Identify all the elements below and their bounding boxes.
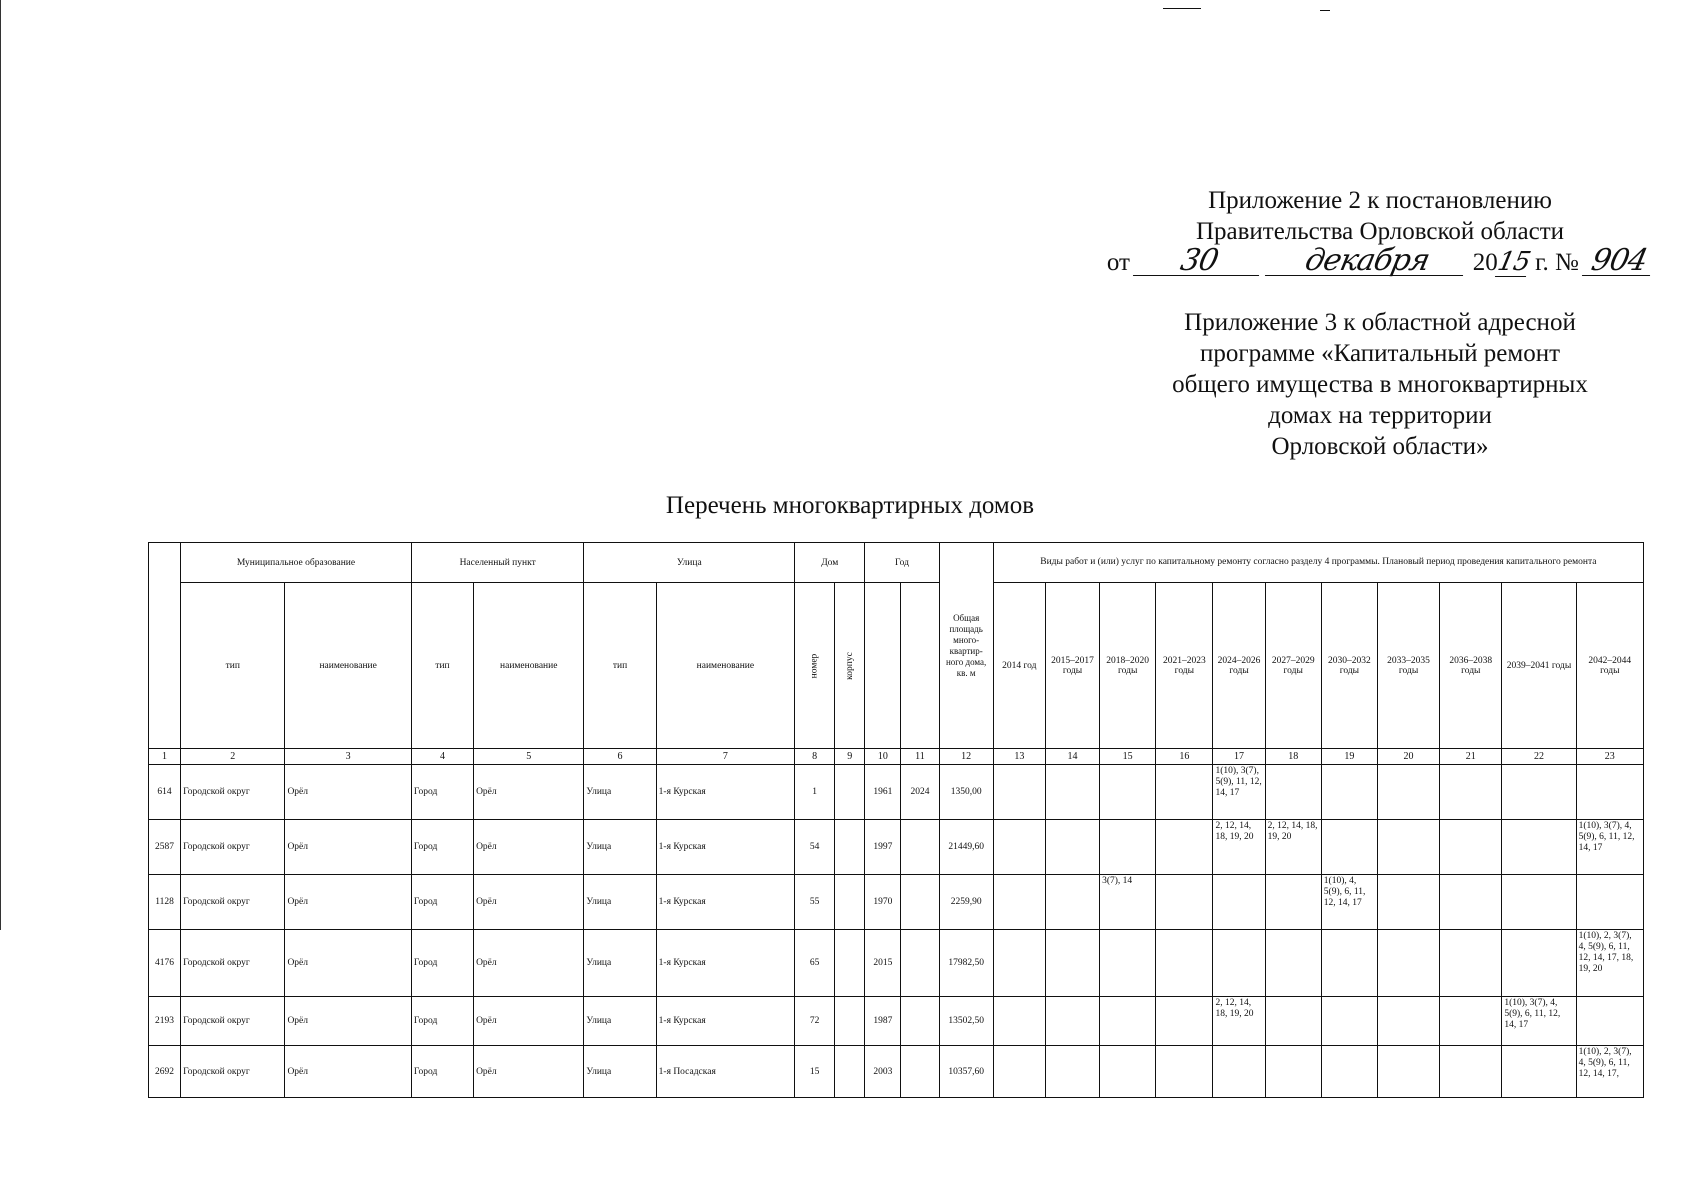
header-year: Год (865, 543, 939, 583)
cell-works (1321, 765, 1377, 820)
cell-mo-name: Орёл (285, 765, 411, 820)
table-body (149, 765, 1644, 1098)
column-number: 21 (1440, 749, 1502, 765)
cell-loc-type: Город (411, 997, 473, 1046)
cell-year-commission: 2015 (865, 930, 901, 997)
header-house: Дом (795, 543, 865, 583)
cell-works (1502, 875, 1576, 930)
cell-loc-type: Город (411, 765, 473, 820)
table-row (149, 1046, 1644, 1098)
cell-area: 17982,50 (939, 930, 993, 997)
cell-works (1265, 875, 1321, 930)
cell-street-type: Улица (584, 930, 656, 997)
column-number-row (149, 749, 1644, 765)
header-street: Улица (584, 543, 795, 583)
cell-year-commission: 1997 (865, 820, 901, 875)
header-period: 2039–2041 годы (1502, 583, 1576, 749)
cell-street-type: Улица (584, 875, 656, 930)
appendix3-line-4: домах на территории (1268, 402, 1492, 429)
cell-loc-type: Город (411, 820, 473, 875)
cell-works (1156, 875, 1213, 930)
header-period: 2021–2023 годы (1156, 583, 1213, 749)
column-number: 5 (474, 749, 584, 765)
cell-loc-name: Орёл (474, 820, 584, 875)
header-mo-name: наименование (285, 583, 411, 749)
cell-works (1576, 875, 1643, 930)
handwritten-doc-number: 904 (1582, 247, 1656, 276)
column-number: 2 (181, 749, 285, 765)
cell-works: 2, 12, 14, 18, 19, 20 (1213, 820, 1265, 875)
column-number: 9 (835, 749, 865, 765)
column-number: 15 (1100, 749, 1156, 765)
appendix3-line-5: Орловской области» (1271, 433, 1489, 460)
header-date-line (1080, 243, 1680, 278)
cell-works (1576, 997, 1643, 1046)
table-row (149, 997, 1644, 1046)
cell-works (1321, 930, 1377, 997)
cell-building (835, 1046, 865, 1098)
appendix-2-header (1080, 185, 1680, 278)
cell-works (1502, 765, 1576, 820)
cell-works (1265, 930, 1321, 997)
cell-works (1213, 875, 1265, 930)
column-number: 12 (939, 749, 993, 765)
cell-mo-type: Городской округ (181, 930, 285, 997)
cell-works (1321, 820, 1377, 875)
cell-year-commission: 1987 (865, 997, 901, 1046)
column-number: 1 (149, 749, 181, 765)
cell-works: 1(10), 2, 3(7), 4, 5(9), 6, 11, 12, 14, 17, (1576, 1046, 1643, 1098)
cell-works (993, 1046, 1045, 1098)
cell-order: 614 (149, 765, 181, 820)
table-row (149, 765, 1644, 820)
cell-works (1440, 820, 1502, 875)
cell-year-last-repair (901, 930, 939, 997)
header-st-type: тип (584, 583, 656, 749)
cell-order: 2587 (149, 820, 181, 875)
cell-works (993, 765, 1045, 820)
cell-works: 1(10), 3(7), 4, 5(9), 6, 11, 12, 14, 17 (1576, 820, 1643, 875)
cell-year-commission: 2003 (865, 1046, 901, 1098)
cell-works: 3(7), 14 (1100, 875, 1156, 930)
cell-year-last-repair (901, 820, 939, 875)
cell-works (1156, 1046, 1213, 1098)
cell-loc-name: Орёл (474, 765, 584, 820)
header-locality: Населенный пункт (411, 543, 584, 583)
cell-mo-type: Городской округ (181, 820, 285, 875)
cell-works (1156, 765, 1213, 820)
date-prefix: от (1106, 249, 1130, 276)
scan-mark (1163, 8, 1201, 9)
cell-works: 1(10), 4, 5(9), 6, 11, 12, 14, 17 (1321, 875, 1377, 930)
column-number: 23 (1576, 749, 1643, 765)
cell-house-number: 72 (795, 997, 835, 1046)
cell-house-number: 55 (795, 875, 835, 930)
handwritten-day: 30 (1133, 247, 1265, 276)
cell-building (835, 765, 865, 820)
cell-order: 1128 (149, 875, 181, 930)
column-number: 20 (1377, 749, 1439, 765)
cell-works (1440, 765, 1502, 820)
cell-works (993, 930, 1045, 997)
cell-area: 21449,60 (939, 820, 993, 875)
cell-works (1265, 997, 1321, 1046)
cell-works (1377, 875, 1439, 930)
cell-works (1377, 820, 1439, 875)
cell-loc-name: Орёл (474, 997, 584, 1046)
cell-street-name: 1-я Курская (656, 765, 794, 820)
header-period: 2033–2035 годы (1377, 583, 1439, 749)
cell-year-last-repair: 2024 (901, 765, 939, 820)
cell-street-name: 1-я Курская (656, 997, 794, 1046)
cell-mo-name: Орёл (285, 930, 411, 997)
cell-works (1100, 765, 1156, 820)
cell-works (1440, 997, 1502, 1046)
handwritten-month: декабря (1265, 247, 1469, 276)
cell-works (993, 875, 1045, 930)
date-year (1472, 247, 1533, 278)
appendix3-line-1: Приложение 3 к областной адресной (1184, 309, 1576, 336)
header-st-name: наименование (656, 583, 794, 749)
cell-area: 2259,90 (939, 875, 993, 930)
header-period: 2030–2032 годы (1321, 583, 1377, 749)
cell-building (835, 930, 865, 997)
date-year-prefix: 20 (1472, 249, 1498, 276)
header-line-1: Приложение 2 к постановлению (1208, 187, 1552, 214)
cell-works (1377, 1046, 1439, 1098)
appendix3-line-2: программе «Капитальный ремонт (1199, 340, 1561, 367)
cell-mo-type: Городской округ (181, 765, 285, 820)
cell-mo-name: Орёл (285, 997, 411, 1046)
header-house-number: номер (795, 583, 835, 749)
column-number: 3 (285, 749, 411, 765)
cell-works (1156, 997, 1213, 1046)
cell-mo-type: Городской округ (181, 997, 285, 1046)
header-area: Общая площадь много-квартир-ного дома, кв. м (939, 543, 993, 749)
cell-works (1156, 820, 1213, 875)
cell-works (1045, 997, 1099, 1046)
cell-year-commission: 1970 (865, 875, 901, 930)
column-number: 22 (1502, 749, 1576, 765)
cell-loc-name: Орёл (474, 1046, 584, 1098)
header-building: корпус (835, 583, 865, 749)
cell-house-number: 15 (795, 1046, 835, 1098)
cell-area: 10357,60 (939, 1046, 993, 1098)
cell-works (1502, 1046, 1576, 1098)
header-loc-type: тип (411, 583, 473, 749)
cell-building (835, 820, 865, 875)
cell-loc-type: Город (411, 1046, 473, 1098)
cell-house-number: 54 (795, 820, 835, 875)
cell-works (1502, 820, 1576, 875)
column-number: 11 (901, 749, 939, 765)
cell-street-type: Улица (584, 820, 656, 875)
table-row (149, 875, 1644, 930)
cell-mo-type: Городской округ (181, 875, 285, 930)
cell-building (835, 875, 865, 930)
header-year-commission (865, 583, 901, 749)
header-period: 2015–2017 годы (1045, 583, 1099, 749)
cell-works (993, 997, 1045, 1046)
cell-building (835, 997, 865, 1046)
cell-house-number: 1 (795, 765, 835, 820)
cell-year-last-repair (901, 875, 939, 930)
cell-mo-name: Орёл (285, 875, 411, 930)
cell-works (1377, 930, 1439, 997)
cell-mo-name: Орёл (285, 820, 411, 875)
date-year-end: г. № (1535, 249, 1579, 276)
cell-area: 13502,50 (939, 997, 993, 1046)
header-period: 2027–2029 годы (1265, 583, 1321, 749)
cell-works (1156, 930, 1213, 997)
cell-works: 2, 12, 14, 18, 19, 20 (1213, 997, 1265, 1046)
column-number: 7 (656, 749, 794, 765)
handwritten-year-suffix: 15 (1494, 247, 1533, 277)
cell-house-number: 65 (795, 930, 835, 997)
appendix-3-header (1080, 307, 1680, 462)
houses-table (148, 542, 1644, 1098)
cell-works (1265, 765, 1321, 820)
cell-year-last-repair (901, 1046, 939, 1098)
header-period: 2042–2044 годы (1576, 583, 1643, 749)
cell-works (1045, 820, 1099, 875)
cell-works (1100, 997, 1156, 1046)
cell-works (1265, 1046, 1321, 1098)
header-order (149, 543, 181, 749)
header-period: 2036–2038 годы (1440, 583, 1502, 749)
cell-street-type: Улица (584, 1046, 656, 1098)
cell-year-last-repair (901, 997, 939, 1046)
cell-works (1502, 930, 1576, 997)
column-number: 14 (1045, 749, 1099, 765)
cell-mo-name: Орёл (285, 1046, 411, 1098)
cell-works (1213, 1046, 1265, 1098)
cell-works (1377, 997, 1439, 1046)
column-number: 6 (584, 749, 656, 765)
cell-works (1321, 997, 1377, 1046)
cell-works (1213, 930, 1265, 997)
header-period: 2014 год (993, 583, 1045, 749)
cell-street-name: 1-я Курская (656, 820, 794, 875)
cell-works (1045, 930, 1099, 997)
cell-street-name: 1-я Посадская (656, 1046, 794, 1098)
cell-order: 2193 (149, 997, 181, 1046)
cell-works: 1(10), 3(7), 4, 5(9), 6, 11, 12, 14, 17 (1502, 997, 1576, 1046)
cell-works (1045, 765, 1099, 820)
column-number: 10 (865, 749, 901, 765)
header-works: Виды работ и (или) услуг по капитальному ремонту согласно разделу 4 программы. Плановый период проведения капитального ремонта (993, 543, 1643, 583)
column-number: 13 (993, 749, 1045, 765)
cell-works (1440, 875, 1502, 930)
header-mo-type: тип (181, 583, 285, 749)
cell-street-type: Улица (584, 997, 656, 1046)
table-row (149, 820, 1644, 875)
cell-works (1045, 875, 1099, 930)
cell-works (1440, 930, 1502, 997)
cell-works (1576, 765, 1643, 820)
cell-works (1377, 765, 1439, 820)
column-number: 19 (1321, 749, 1377, 765)
column-number: 16 (1156, 749, 1213, 765)
cell-works (1321, 1046, 1377, 1098)
cell-area: 1350,00 (939, 765, 993, 820)
cell-loc-name: Орёл (474, 930, 584, 997)
cell-order: 2692 (149, 1046, 181, 1098)
cell-works: 2, 12, 14, 18, 19, 20 (1265, 820, 1321, 875)
header-loc-name: наименование (474, 583, 584, 749)
cell-mo-type: Городской округ (181, 1046, 285, 1098)
cell-works: 1(10), 3(7), 5(9), 11, 12, 14, 17 (1213, 765, 1265, 820)
cell-loc-type: Город (411, 875, 473, 930)
cell-order: 4176 (149, 930, 181, 997)
cell-loc-name: Орёл (474, 875, 584, 930)
header-year-last-repair (901, 583, 939, 749)
cell-loc-type: Город (411, 930, 473, 997)
header-period: 2018–2020 годы (1100, 583, 1156, 749)
column-number: 8 (795, 749, 835, 765)
column-number: 4 (411, 749, 473, 765)
cell-street-name: 1-я Курская (656, 875, 794, 930)
cell-works (1100, 820, 1156, 875)
cell-works (1045, 1046, 1099, 1098)
scan-mark (1320, 10, 1330, 11)
column-number: 18 (1265, 749, 1321, 765)
header-line-2: Правительства Орловской области (1195, 218, 1565, 245)
column-number: 17 (1213, 749, 1265, 765)
header-period: 2024–2026 годы (1213, 583, 1265, 749)
appendix3-line-3: общего имущества в многоквартирных (1172, 371, 1588, 398)
cell-works (1440, 1046, 1502, 1098)
cell-works: 1(10), 2, 3(7), 4, 5(9), 6, 11, 12, 14, 17, 18, 19, 20 (1576, 930, 1643, 997)
cell-works (1100, 1046, 1156, 1098)
cell-works (1100, 930, 1156, 997)
cell-street-type: Улица (584, 765, 656, 820)
document-title: Перечень многоквартирных домов (665, 492, 1035, 519)
page-edge-line (0, 0, 1, 930)
cell-year-commission: 1961 (865, 765, 901, 820)
cell-street-name: 1-я Курская (656, 930, 794, 997)
table-row (149, 930, 1644, 997)
header-municipality: Муниципальное образование (181, 543, 412, 583)
cell-works (993, 820, 1045, 875)
